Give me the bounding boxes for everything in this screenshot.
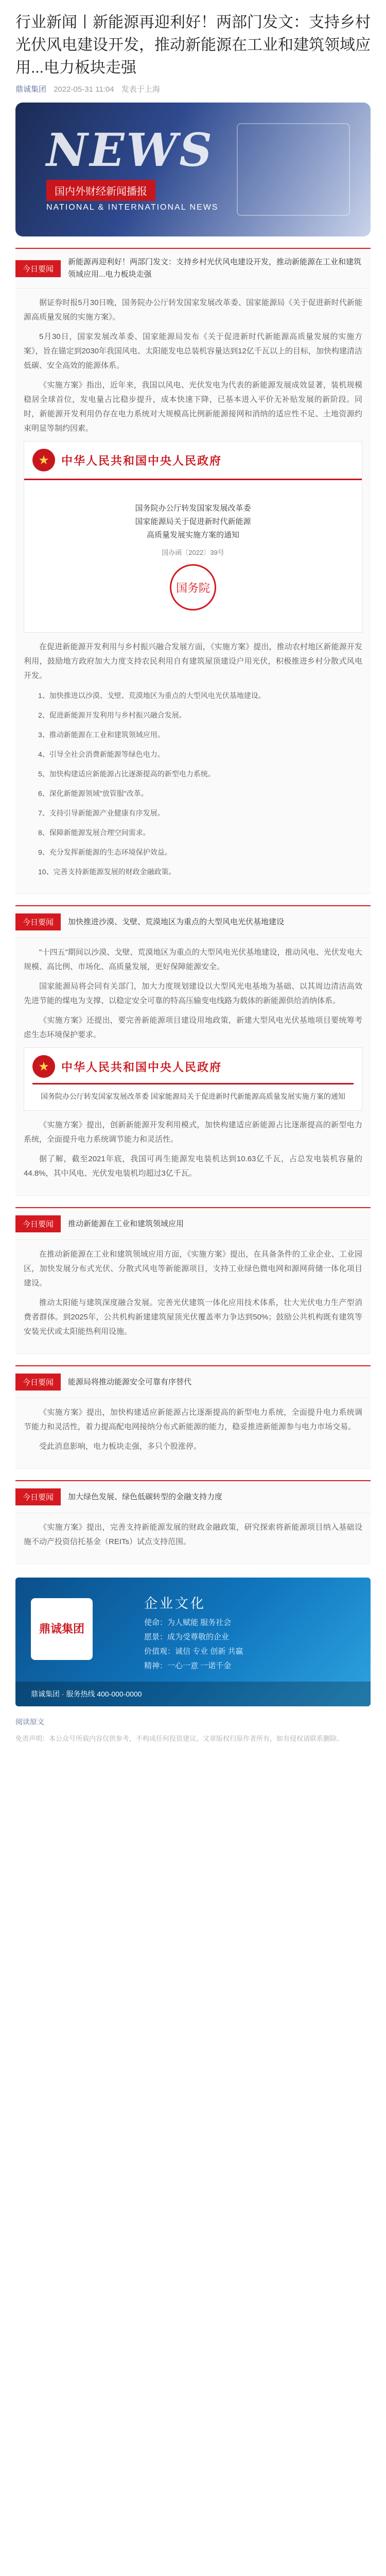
section-badge: 今日要闻 — [15, 1215, 61, 1232]
gov-screenshot — [24, 1047, 362, 1111]
list-item: 6、深化新能源领域"放管服"改革。 — [38, 789, 148, 798]
read-original-link[interactable]: 阅读原文 — [15, 1718, 44, 1726]
section-headline: 加快推进沙漠、戈壁、荒漠地区为重点的大型风电光伏基地建设 — [68, 917, 285, 926]
banner-tag: 国内外财经新闻播报 — [46, 180, 155, 201]
official-stamp: 国务院 — [170, 564, 216, 611]
paragraph: 推动太阳能与建筑深度融合发展。完善光伏建筑一体化应用技术体系，壮大光伏电力生产型消费者群体。到2025年，公共机构新建建筑屋顶光伏覆盖率力争达到50%；鼓励公共机构既有建筑等安装光伏或太阳能热利用设施。 — [24, 1298, 362, 1336]
gov-header — [24, 442, 362, 480]
list-item: 1、加快推进以沙漠、戈壁、荒漠地区为重点的大型风电光伏基地建设。 — [38, 691, 266, 700]
paragraph: 在促进新能源开发利用与乡村振兴融合发展方面，《实施方案》提出，推动农村地区新能源开发利用，鼓励地方政府加大力度支持农民利用自有建筑屋顶建设户用光伏，积极推进乡村分散式风电开发。 — [24, 642, 362, 680]
list-item: 3、推动新能源在工业和建筑领域应用。 — [38, 731, 165, 739]
gov-header — [32, 1055, 354, 1084]
section-body — [15, 1398, 371, 1468]
doc-title-line: 国务院办公厅转发国家发展改革委 — [135, 504, 251, 513]
article-meta — [0, 83, 386, 103]
section-header — [15, 249, 371, 289]
culture-item: 价值观：诚信 专业 创新 共赢 — [144, 1647, 243, 1656]
list-item: 4、引导全社会消费新能源等绿色电力。 — [38, 750, 165, 758]
gov-notice-title: 国务院办公厅转发国家发展改革委 国家能源局关于促进新时代新能源高质量发展实施方案的通知 — [41, 1092, 345, 1100]
paragraph: 在推动新能源在工业和建筑领域应用方面，《实施方案》提出，在具备条件的工业企业、工业园区，加快发展分布式光伏、分散式风电等新能源项目，支持工业绿色微电网和源网荷储一体化项目建设。 — [24, 1250, 362, 1287]
paragraph: 《实施方案》提出，加快构建适应新能源占比逐渐提高的新型电力系统，全面提升电力系统调节能力和灵活性，着力提高配电网接纳分布式新能源的能力，稳妥推进新能源参与电力市场交易。 — [24, 1408, 362, 1431]
paragraph: 受此消息影响，电力板块走强，多只个股涨停。 — [39, 1442, 202, 1451]
list-item: 8、保障新能源发展合理空间需求。 — [38, 828, 150, 837]
national-emblem-icon: ★ — [32, 449, 55, 471]
gov-document-image — [24, 441, 362, 633]
publish-date: 2022-05-31 11:04 — [54, 85, 114, 94]
paragraph: 《实施方案》提出，创新新能源开发利用模式，加快构建适应新能源占比逐渐提高的新型电力系统，全面提升电力系统调节能力和灵活性。 — [24, 1121, 362, 1144]
doc-number: 国办函〔2022〕39号 — [162, 549, 224, 556]
banner-news-word: NEWS — [46, 123, 214, 177]
list-item: 5、加快构建适应新能源占比逐渐提高的新型电力系统。 — [38, 770, 215, 778]
culture-item: 愿景：成为受尊敬的企业 — [144, 1633, 230, 1641]
news-section-3 — [15, 1207, 371, 1354]
section-headline: 推动新能源在工业和建筑领域应用 — [68, 1219, 184, 1228]
section-badge: 今日要闻 — [15, 1374, 61, 1391]
list-item: 10、完善支持新能源发展的财政金融政策。 — [38, 868, 176, 876]
contact-bar: 鼎诚集团 · 服务热线 400-000-0000 — [15, 1682, 371, 1706]
gov-document — [85, 489, 301, 623]
publish-location: 发表于上海 — [121, 85, 160, 94]
company-culture-card — [15, 1578, 371, 1706]
paragraph: "十四五"期间以沙漠、戈壁、荒漠地区为重点的大型风电光伏基地建设，推动风电、光伏发电大规模、高比例、市场化、高质量发展，更好保障能源安全。 — [24, 948, 362, 971]
author-link[interactable]: 鼎诚集团 — [15, 85, 47, 94]
gov-name: 中华人民共和国中央人民政府 — [61, 1060, 222, 1074]
doc-title-line: 国家能源局关于促进新时代新能源 — [135, 517, 251, 526]
paragraph: 《实施方案》提出，完善支持新能源发展的财政金融政策，研究探索将新能源项目纳入基础设施不动产投资信托基金（REITs）试点支持范围。 — [24, 1523, 362, 1546]
paragraph: 国家能源局将会同有关部门，加大力度规划建设以大型风光电基地为基础、以其周边清洁高效先进节能的煤电为支撑、以稳定安全可靠的特高压输变电线路为载体的新能源供给消纳体系。 — [24, 982, 362, 1005]
paragraph: 《实施方案》指出，近年来，我国以风电、光伏发电为代表的新能源发展成效显著，装机规模稳居全球首位，发电量占比稳步提升，成本快速下降，已基本进入平价无补贴发展的新阶段。同时，新能源开发利用仍存在电力系统对大规模高比例新能源接网和消纳的适应性不足、土地资源约束明显等制约因素。 — [24, 381, 362, 433]
banner-decoration — [237, 123, 350, 216]
section-body — [15, 938, 371, 1195]
section-body — [15, 289, 371, 893]
section-badge: 今日要闻 — [15, 913, 61, 930]
paragraph: 5月30日，国家发展改革委、国家能源局发布《关于促进新时代新能源高质量发展的实施方案》，旨在锚定到2030年我国风电、太阳能发电总装机容量达到12亿千瓦以上的目标，加快构建清洁低碳、安全高效的能源体系。 — [24, 332, 362, 370]
banner-subtitle: NATIONAL & INTERNATIONAL NEWS — [46, 203, 219, 212]
culture-title: 企业文化 — [144, 1596, 206, 1611]
section-header — [15, 1481, 371, 1513]
paragraph: 《实施方案》还提出，要完善新能源项目建设用地政策，新建大型风电光伏基地项目要统筹考虑生态环境保护要求。 — [24, 1016, 362, 1039]
paragraph: 据证券时报5月30日晚，国务院办公厅转发国家发展改革委、国家能源局《关于促进新时代新能源高质量发展的实施方案》。 — [24, 298, 362, 321]
section-badge: 今日要闻 — [15, 1488, 61, 1505]
section-body — [15, 1240, 371, 1353]
doc-title-line: 高质量发展实施方案的通知 — [146, 531, 239, 539]
section-header — [15, 1208, 371, 1240]
section-header — [15, 1366, 371, 1398]
news-section-5 — [15, 1480, 371, 1564]
national-emblem-icon: ★ — [32, 1055, 55, 1078]
section-badge: 今日要闻 — [15, 260, 61, 277]
section-headline: 新能源再迎利好！两部门发文：支持乡村光伏风电建设开发，推动新能源在工业和建筑领域应用...电力板块走强 — [68, 258, 362, 279]
section-headline: 加大绿色发展、绿色低碳转型的金融支持力度 — [68, 1492, 223, 1501]
section-body — [15, 1513, 371, 1564]
list-item: 2、促进新能源开发利用与乡村振兴融合发展。 — [38, 711, 186, 719]
news-section-4 — [15, 1365, 371, 1469]
disclaimer-text: 免责声明：本公众号所载内容仅供参考，不构成任何投资建议。文章版权归原作者所有，如有侵权请联系删除。 — [15, 1735, 344, 1742]
section-header — [15, 906, 371, 938]
news-banner — [15, 103, 371, 236]
paragraph: 据了解，截至2021年底，我国可再生能源发电装机达到10.63亿千瓦，占总发电装机容量的44.8%，其中风电、光伏发电装机均超过3亿千瓦。 — [24, 1155, 362, 1178]
gov-name: 中华人民共和国中央人民政府 — [61, 454, 222, 467]
company-logo: 鼎诚集团 — [31, 1598, 93, 1660]
article-title: 行业新闻丨新能源再迎利好！两部门发文：支持乡村光伏风电建设开发，推动新能源在工业和建筑领域应用...电力板块走强 — [15, 14, 371, 76]
section-headline: 能源局将推动能源安全可靠有序替代 — [68, 1377, 192, 1386]
list-item: 9、充分发挥新能源的生态环境保护效益。 — [38, 848, 172, 856]
culture-item: 使命：为人赋能 服务社会 — [144, 1618, 232, 1627]
list-item: 7、支持引导新能源产业健康有序发展。 — [38, 809, 165, 817]
culture-item: 精神：一心一意 一诺千金 — [144, 1662, 232, 1670]
news-section-1 — [15, 248, 371, 894]
news-section-2 — [15, 905, 371, 1196]
